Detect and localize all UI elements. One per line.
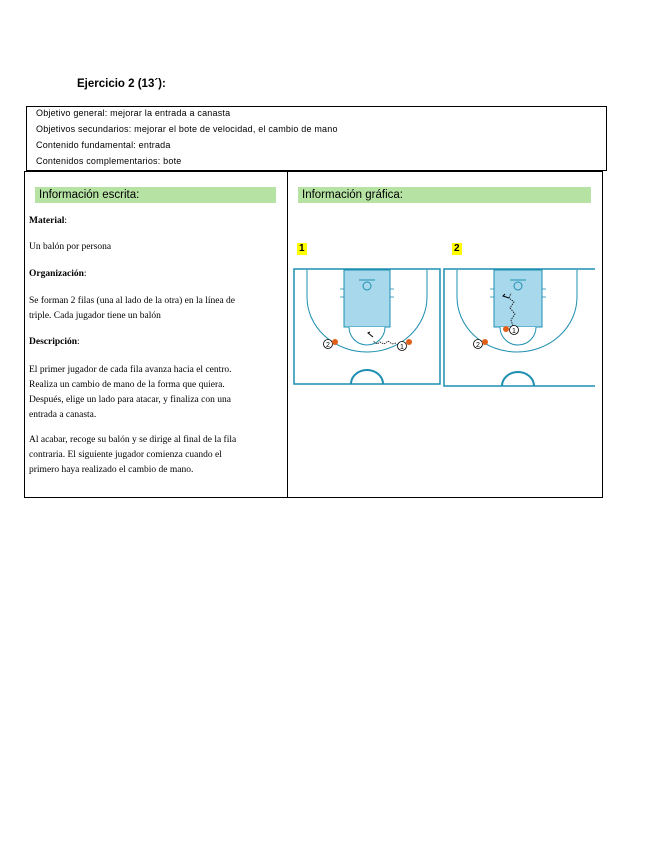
player-2-label: 2 — [326, 342, 330, 349]
ball-icon — [482, 339, 488, 345]
description-line-2: Realiza un cambio de mano de la forma que quiera. — [29, 380, 225, 390]
column-divider — [287, 172, 288, 497]
content-fundamental: Contenido fundamental: entrada — [36, 140, 171, 150]
material-label: Material — [29, 216, 65, 226]
player-1-label: 1 — [512, 328, 516, 335]
paint-area — [494, 270, 542, 327]
exercise-title: Ejercicio 2 (13´): — [77, 78, 166, 90]
step-number-2: 2 — [454, 243, 460, 254]
material-colon: : — [64, 216, 67, 226]
organization-line-2: triple. Cada jugador tiene un balón — [29, 311, 161, 321]
written-info-header: Información escrita: — [35, 187, 276, 203]
organization-line-1: Se forman 2 filas (una al lado de la otra) en la línea de — [29, 296, 236, 306]
description-heading — [29, 335, 80, 350]
ball-icon — [503, 326, 509, 332]
player-1-label: 1 — [400, 344, 404, 351]
material-text: Un balón por persona — [29, 242, 112, 252]
description-line-1: El primer jugador de cada fila avanza hacia el centro. — [29, 365, 232, 375]
objective-general: Objetivo general: mejorar la entrada a canasta — [36, 108, 231, 118]
graphic-info-header: Información gráfica: — [298, 187, 591, 203]
paint-area — [344, 270, 390, 327]
description-label: Descripción — [29, 337, 78, 347]
description-colon: : — [77, 337, 80, 347]
organization-colon: : — [83, 269, 87, 279]
objectives-box — [26, 106, 607, 171]
step-number-1: 1 — [299, 243, 305, 254]
exercise-detail-table — [24, 171, 603, 498]
objective-secondary: Objetivos secundarios: mejorar el bote de velocidad, el cambio de mano — [36, 124, 338, 134]
end-line-2: contraria. El siguiente jugador comienza cuando el — [29, 450, 222, 460]
ball-icon — [332, 339, 338, 345]
ball-icon — [406, 339, 412, 345]
description-line-4: entrada a canasta. — [29, 410, 97, 420]
player-2-label: 2 — [476, 342, 480, 349]
content-complementary: Contenidos complementarios: bote — [36, 156, 182, 166]
description-line-3: Después, elige un lado para atacar, y finaliza con una — [29, 395, 231, 405]
court-diagram-1 — [293, 267, 441, 387]
organization-heading — [29, 267, 87, 282]
court-diagram-2 — [443, 267, 595, 389]
end-line-1: Al acabar, recoge su balón y se dirige al final de la fila — [29, 435, 237, 445]
material-heading — [29, 214, 67, 229]
end-line-3: primero haya realizado el cambio de mano. — [29, 465, 194, 475]
organization-label: Organización — [29, 269, 84, 279]
